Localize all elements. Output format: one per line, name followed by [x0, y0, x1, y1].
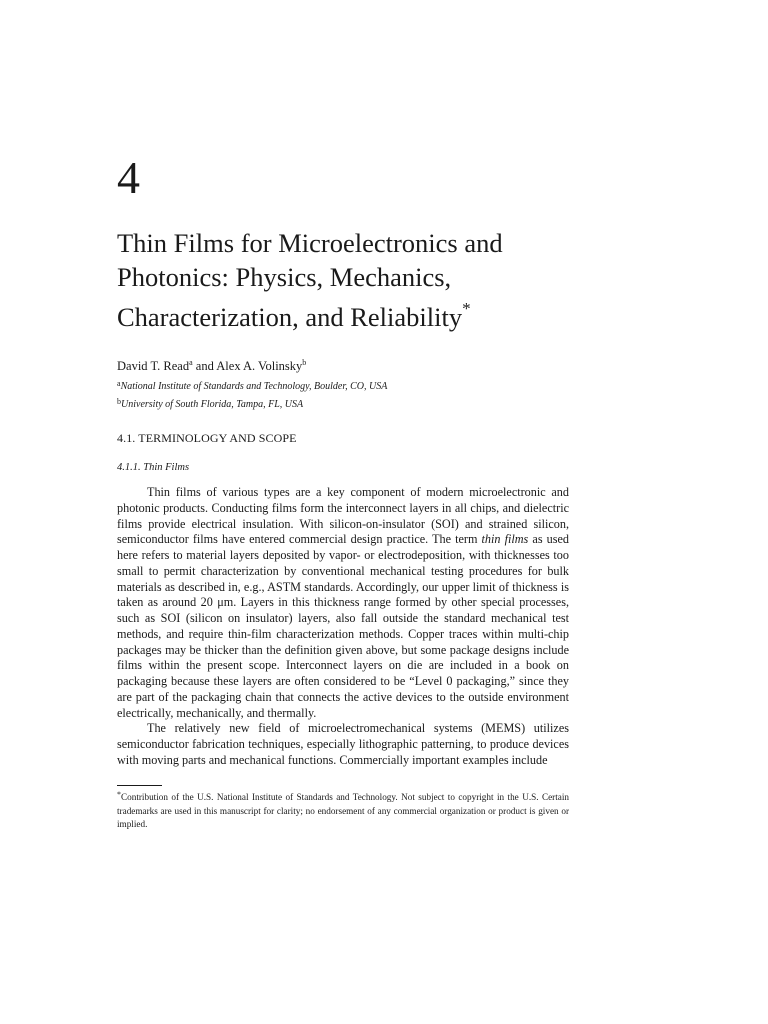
affiliation-b-mark: b [117, 396, 121, 406]
body-text [117, 485, 569, 769]
subsection-heading: 4.1.1. Thin Films [117, 462, 190, 473]
author-volinsky-mark: b [302, 358, 307, 367]
chapter-title-footnote-mark: * [462, 299, 471, 318]
affiliation-a [117, 377, 387, 395]
footnote-mark: * [117, 790, 121, 799]
author-read-mark: a [189, 358, 193, 367]
paragraph-1 [117, 485, 569, 721]
section-heading: 4.1. TERMINOLOGY AND SCOPE [117, 431, 297, 445]
footnote [117, 788, 569, 832]
paragraph-1-part-a: Thin films of various types are a key component of modern microelectronic and photonic products. Conducting films form the interconnect layers in all chips, and dielectric films provide electrical insulation. With silicon-on-insulator (SOI) and strained silicon, semiconductor films have entered commercial design practice. The term [117, 485, 569, 547]
affiliations [117, 377, 387, 412]
affiliation-b [117, 395, 387, 413]
affiliation-a-text: National Institute of Standards and Technology, Boulder, CO, USA [120, 381, 388, 392]
paragraph-2: The relatively new field of microelectromechanical systems (MEMS) utilizes semiconductor fabrication techniques, especially lithographic patterning, to produce devices with moving parts and mechanical functions. Commercially important examples include [117, 721, 569, 767]
footnote-rule [117, 785, 162, 786]
author-read: David T. Read [117, 359, 190, 374]
paragraph-1-part-b: as used here refers to material layers deposited by vapor- or electrodeposition, with thicknesses too small to permit characterization by conventional mechanical testing procedures for bulk materials as described in, e.g., ASTM standards. Accordingly, our upper limit of thickness is taken as around 20 μm. Layers in this thickness range formed by other special processes, such as SOI (silicon on insulator) layers, also fall outside the standard mechanical test methods, and require thin-film characterization methods. Copper traces within multi-chip packages may be thicker than the definition given above, but some package designs include films within the present scope. Interconnect layers on die are included in a book on packaging because these layers are often considered to be “Level 0 packaging,” since they are part of the packaging chain that connects the active devices to the outside environment electrically, mechanically, and thermally. [117, 532, 569, 720]
footnote-text: Contribution of the U.S. National Institute of Standards and Technology. Not subject to copyright in the U.S. Certain trademarks are used in this manuscript for clarity; no endorsement of any commercial organization or product is given or implied. [117, 792, 569, 829]
paragraph-1-emphasis: thin films [481, 532, 529, 547]
chapter-title-text: Thin Films for Microelectronics and Photonics: Physics, Mechanics, Characterization, and Reliability [117, 228, 503, 332]
affiliation-b-text: University of South Florida, Tampa, FL, USA [121, 398, 304, 410]
author-line [117, 355, 306, 374]
chapter-title [117, 226, 569, 334]
author-connector: and [192, 359, 217, 374]
affiliation-a-mark: a [117, 379, 121, 388]
author-volinsky: Alex A. Volinsky [216, 359, 303, 374]
chapter-number: 4 [117, 152, 140, 203]
